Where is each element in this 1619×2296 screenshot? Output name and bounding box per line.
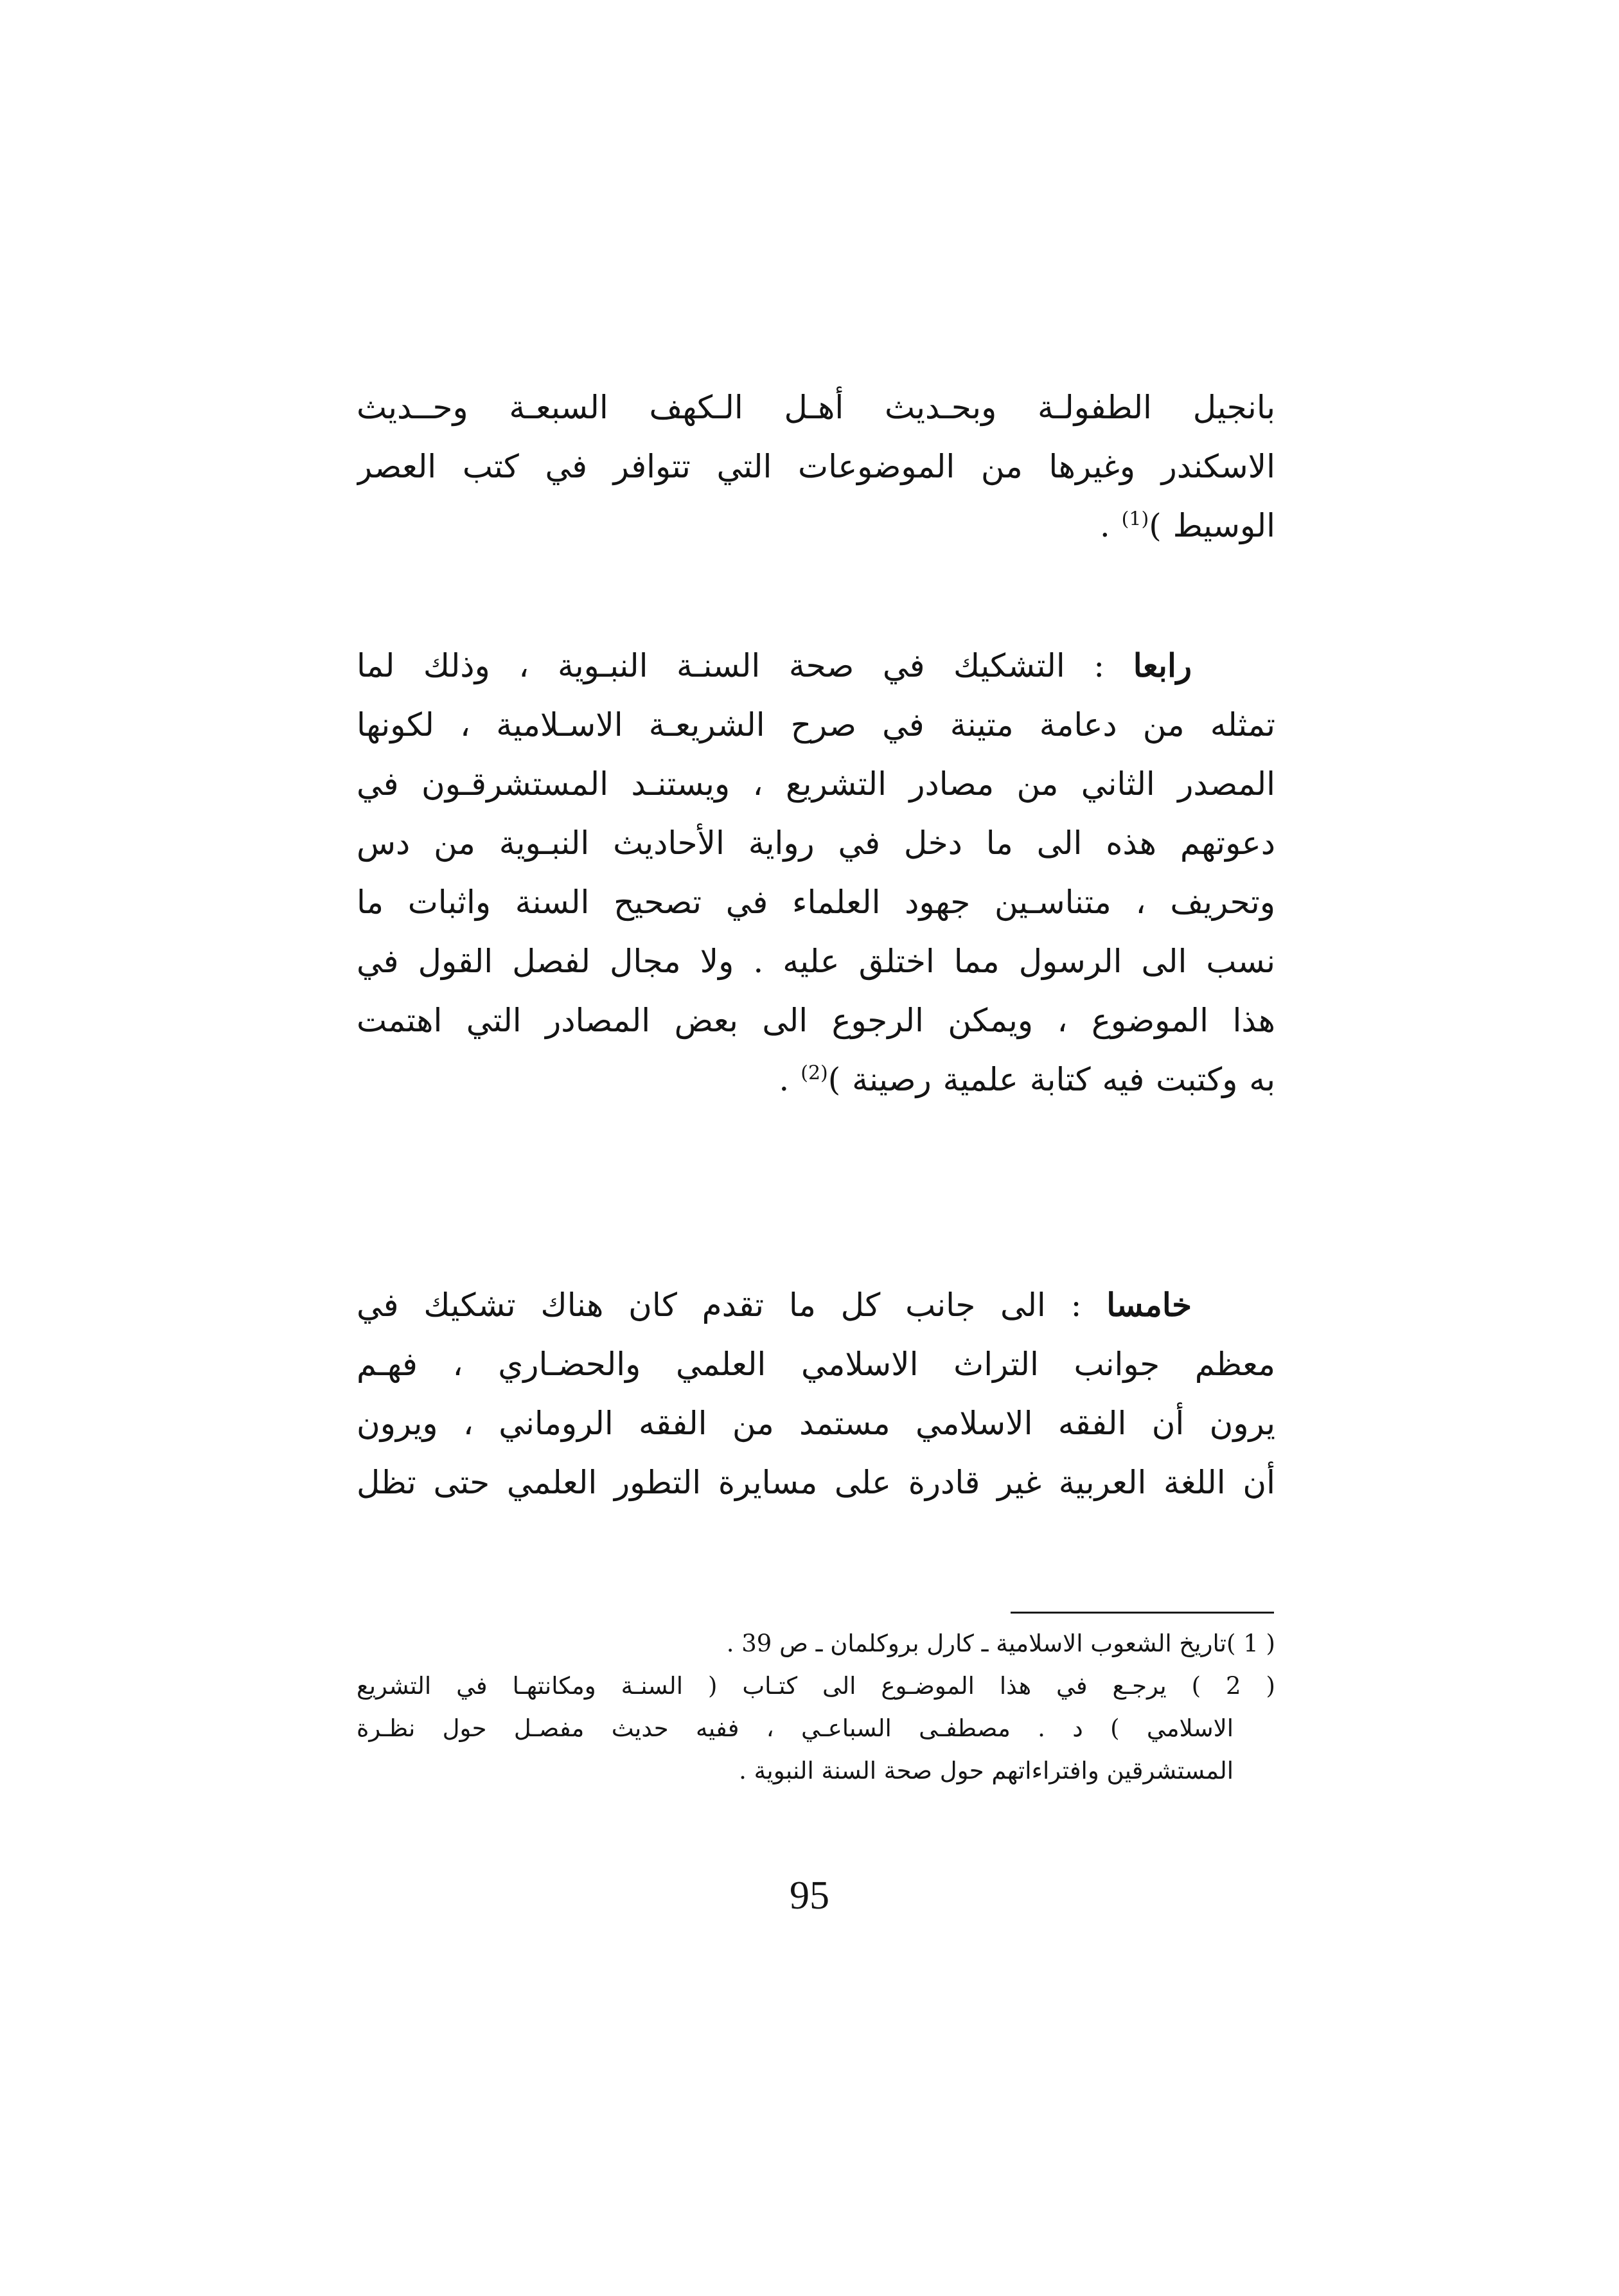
footnote-ref-1: (1) (1121, 508, 1149, 531)
text-line-with-footnote (357, 496, 1275, 555)
text-segment: : الى جانب كل ما تقدم كان هناك تشكيك في (357, 1286, 1082, 1324)
text-line: المصدر الثاني من مصادر التشريع ، ويستنـد المستشرقـون في (357, 765, 1275, 803)
text-line: دعوتهم هذه الى ما دخل في رواية الأحاديث النبـوية من دس (357, 824, 1275, 862)
footnote-2-line: المستشرقين وافتراءاتهم حول صحة السنة النبوية . (739, 1757, 1234, 1784)
footnote-ref-2: (2) (801, 1062, 828, 1085)
text-line: تمثله من دعامة متينة في صرح الشريعـة الاسـلامية ، لكونها (357, 706, 1275, 743)
text-segment: به وكتبت فيه كتابة علمية رصينة ) (827, 1061, 1275, 1098)
trailing-punct: . (1099, 507, 1110, 544)
footnote-separator (1011, 1612, 1274, 1614)
paragraph-lead: رابعا (1133, 646, 1192, 684)
text-line: وتحريف ، متناسـين جهود العلماء في تصحيح السنة واثبات ما (357, 884, 1275, 921)
paragraph-lead: خامسا (1106, 1286, 1192, 1324)
text-line: يرون أن الفقه الاسلامي مستمد من الفقه الروماني ، ويرون (357, 1405, 1275, 1442)
footnote-2-line: الاسلامي ) د . مصطفـى السباعـي ، ففيه حديث مفصـل حول نظـرة (357, 1714, 1234, 1742)
footnote-1: ( 1 )تاريخ الشعوب الاسلامية ـ كارل بروكلمان ـ ص 39 . (726, 1630, 1275, 1657)
text-line (357, 636, 1275, 695)
text-line: هذا الموضوع ، ويمكن الرجوع الى بعض المصادر التي اهتمت (357, 1002, 1275, 1039)
text-line (357, 1276, 1275, 1335)
paragraph-1 (357, 378, 1275, 555)
text-line: معظم جوانب التراث الاسلامي العلمي والحضـاري ، فهـم (357, 1346, 1275, 1383)
text-line: نسب الى الرسول مما اختلق عليه . ولا مجال لفصل القول في (357, 943, 1275, 980)
text-segment: الوسيط ) (1149, 507, 1275, 544)
text-segment: : التشكيك في صحة السنـة النبـوية ، وذلك لما (357, 647, 1105, 684)
text-line: أن اللغة العربية غير قادرة على مسايرة التطور العلمي حتى تظل (357, 1464, 1275, 1501)
footnote-2-line: ( 2 ) يرجـع في هذا الموضـوع الى كتـاب ( السنـة ومكانتهـا في التشريع (357, 1672, 1275, 1700)
text-line: بانجيل الطفولـة وبحـديث أهـل الـكهف السبعـة وحــديث (357, 389, 1275, 426)
page-number: 95 (790, 1874, 829, 1918)
footnotes (357, 1623, 1275, 1792)
paragraph-3 (357, 1276, 1275, 1512)
paragraph-2 (357, 636, 1275, 1109)
trailing-punct: . (779, 1061, 790, 1098)
text-line-with-footnote (357, 1050, 1275, 1109)
text-line: الاسكندر وغيرها من الموضوعات التي تتوافر في كتب العصر (357, 448, 1275, 485)
